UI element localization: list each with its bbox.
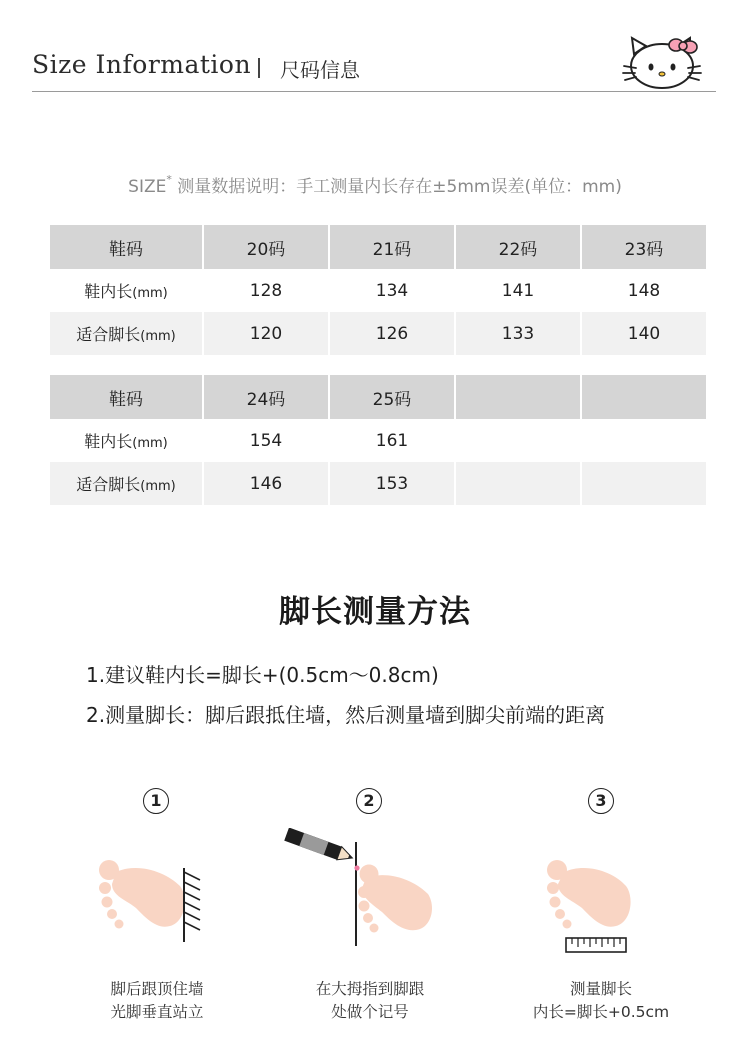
rule-1: 1.建议鞋内长=脚长+(0.5cm～0.8cm) bbox=[86, 663, 439, 687]
table-header-cell: 22码 bbox=[456, 225, 580, 269]
row-label: 鞋内长(mm) bbox=[50, 269, 202, 312]
table-cell: 126 bbox=[330, 312, 454, 355]
table-cell: 146 bbox=[204, 462, 328, 505]
step-2-caption-line2: 处做个记号 bbox=[331, 1003, 409, 1021]
table-header-cell: 24码 bbox=[204, 375, 328, 419]
table-header-cell: 鞋码 bbox=[50, 225, 202, 269]
step-2-caption-line1: 在大拇指到脚跟 bbox=[315, 980, 425, 998]
row-label: 适合脚长(mm) bbox=[50, 462, 202, 505]
table-row bbox=[50, 462, 706, 505]
table-cell bbox=[456, 462, 580, 505]
table-row bbox=[50, 312, 706, 355]
foot-against-wall-icon bbox=[96, 850, 206, 946]
note-text: 测量数据说明：手工测量内长存在±5mm误差(单位：mm) bbox=[171, 177, 622, 197]
table-cell: 140 bbox=[582, 312, 706, 355]
header-divider bbox=[258, 58, 260, 78]
table-cell: 141 bbox=[456, 269, 580, 312]
table-header-cell: 21码 bbox=[330, 225, 454, 269]
step-1-number: 1 bbox=[143, 788, 169, 814]
step-3-number: 3 bbox=[588, 788, 614, 814]
table-header-cell: 25码 bbox=[330, 375, 454, 419]
note-star: * bbox=[166, 173, 172, 187]
step-1-caption-line2: 光脚垂直站立 bbox=[110, 1003, 204, 1021]
size-table-2 bbox=[48, 375, 708, 505]
step-1-caption-line1: 脚后跟顶住墙 bbox=[110, 980, 204, 998]
table-row bbox=[50, 269, 706, 312]
header-title-en: Size Information bbox=[32, 50, 252, 79]
row-label: 鞋内长(mm) bbox=[50, 419, 202, 462]
step-2-number: 2 bbox=[356, 788, 382, 814]
method-title: 脚长测量方法 bbox=[279, 594, 471, 630]
table-cell: 128 bbox=[204, 269, 328, 312]
table-header-cell bbox=[456, 375, 580, 419]
table-header-row bbox=[50, 225, 706, 269]
table-row bbox=[50, 419, 706, 462]
hello-kitty-icon bbox=[620, 32, 704, 92]
row-label: 适合脚长(mm) bbox=[50, 312, 202, 355]
table-cell: 134 bbox=[330, 269, 454, 312]
step-3-caption-line1: 测量脚长 bbox=[569, 980, 632, 998]
measurement-note bbox=[0, 172, 750, 197]
page-header bbox=[32, 44, 716, 92]
ruler-measure-icon bbox=[544, 850, 640, 958]
table-header-cell: 20码 bbox=[204, 225, 328, 269]
table-cell: 133 bbox=[456, 312, 580, 355]
table-header-row bbox=[50, 375, 706, 419]
step-3-caption-line2: 内长=脚长+0.5cm bbox=[532, 1003, 670, 1021]
table-cell: 148 bbox=[582, 269, 706, 312]
table-header-cell: 23码 bbox=[582, 225, 706, 269]
header-title-cn: 尺码信息 bbox=[280, 58, 360, 82]
size-table-1 bbox=[48, 225, 708, 355]
note-prefix: SIZE bbox=[128, 177, 167, 197]
table-cell: 154 bbox=[204, 419, 328, 462]
table-cell bbox=[582, 462, 706, 505]
table-cell bbox=[456, 419, 580, 462]
table-header-cell bbox=[582, 375, 706, 419]
table-cell: 161 bbox=[330, 419, 454, 462]
rule-2: 2.测量脚长：脚后跟抵住墙，然后测量墙到脚尖前端的距离 bbox=[86, 703, 606, 727]
table-cell: 120 bbox=[204, 312, 328, 355]
table-cell: 153 bbox=[330, 462, 454, 505]
pencil-mark-icon bbox=[282, 828, 442, 950]
table-header-cell: 鞋码 bbox=[50, 375, 202, 419]
table-cell bbox=[582, 419, 706, 462]
